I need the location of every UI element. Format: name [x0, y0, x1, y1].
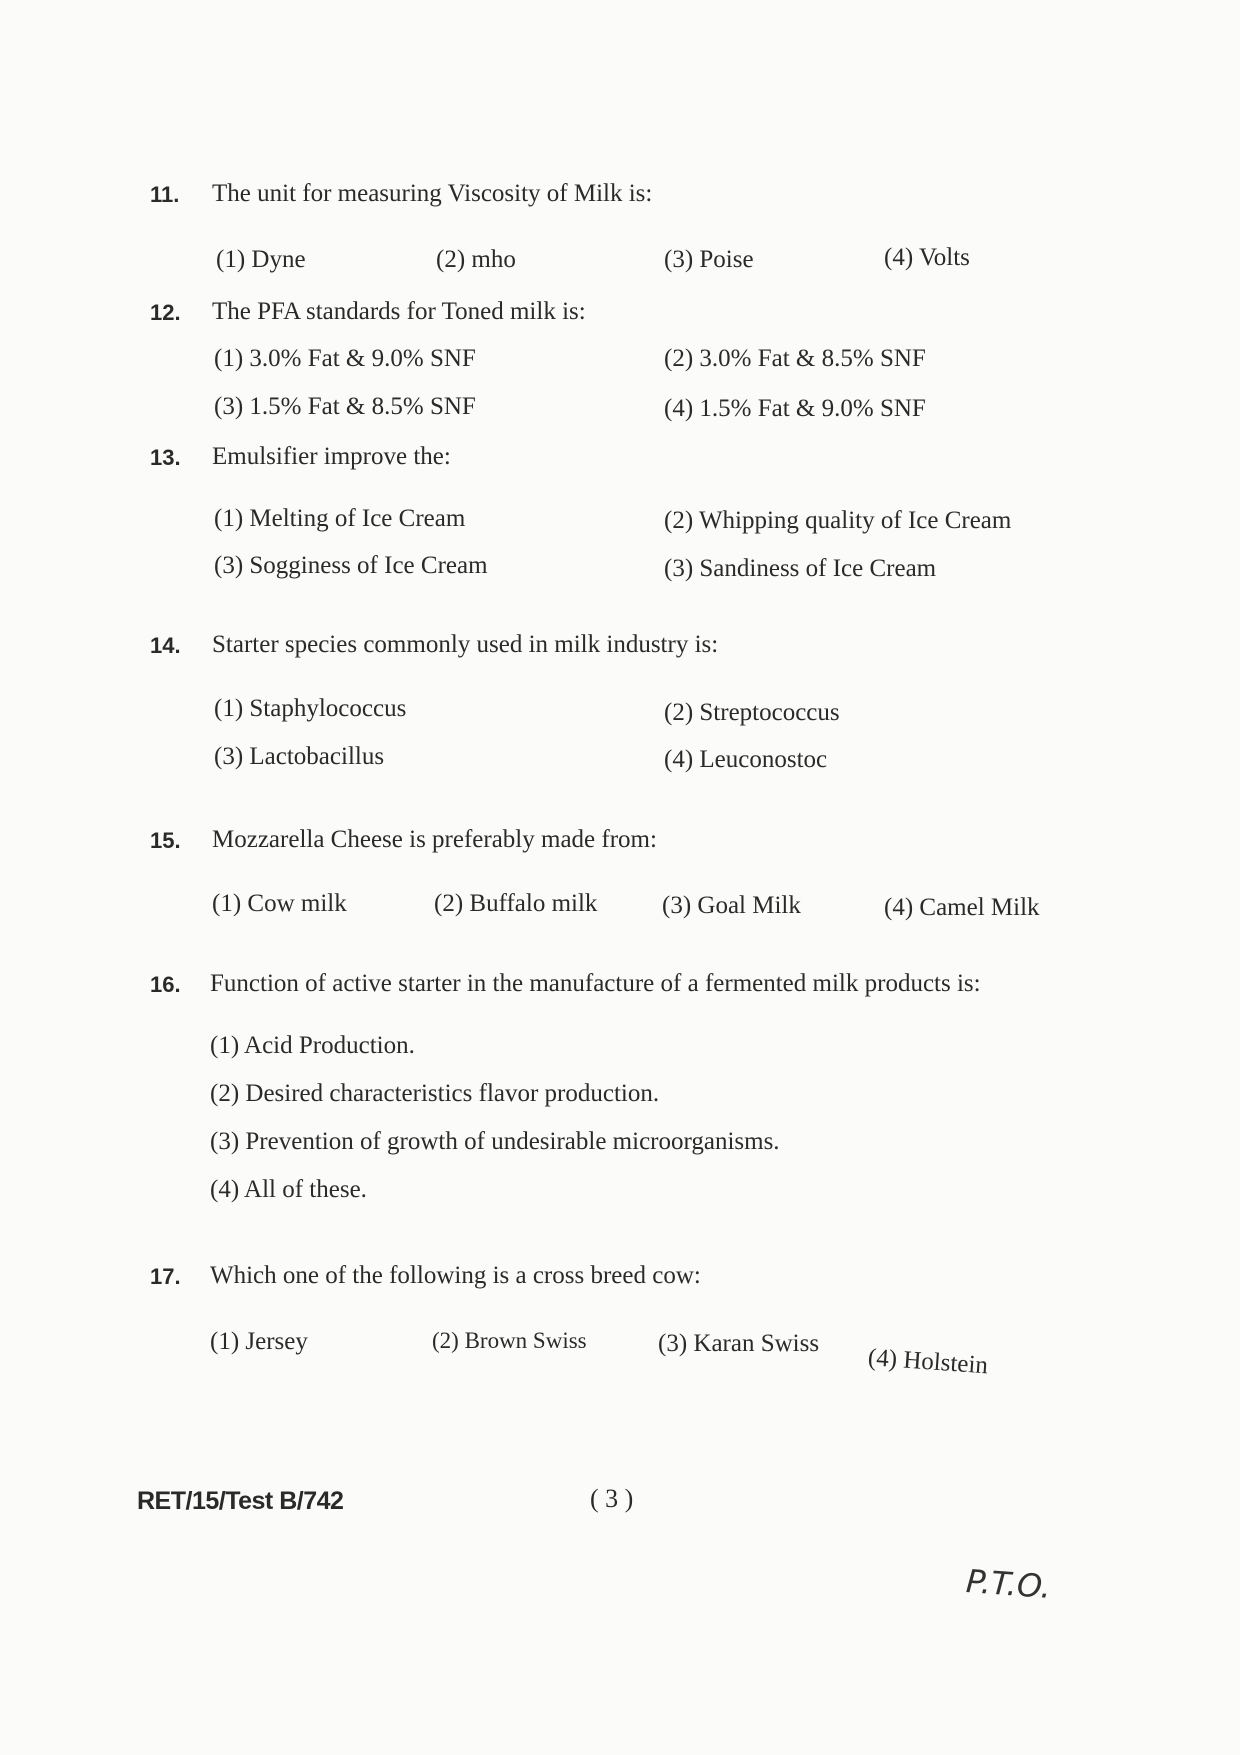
option-3: (3) Goal Milk: [662, 892, 801, 919]
option-4: (4) Holstein: [867, 1344, 989, 1380]
option-2: (2) mho: [436, 246, 516, 273]
question-number: 11.: [150, 182, 180, 207]
option-2: (2) Whipping quality of Ice Cream: [664, 507, 1012, 534]
option-4: (4) Camel Milk: [884, 894, 1040, 921]
option-1: (1) Staphylococcus: [214, 695, 407, 722]
option-4: (4) All of these.: [210, 1176, 367, 1203]
question-text: Mozzarella Cheese is preferably made from:: [212, 826, 657, 853]
option-3: (3) Sogginess of Ice Cream: [214, 552, 488, 579]
question-text: Starter species commonly used in milk industry is:: [212, 631, 719, 658]
option-2: (2) Streptococcus: [664, 699, 840, 726]
option-3: (3) 1.5% Fat & 8.5% SNF: [214, 393, 476, 420]
option-4: (4) Leuconostoc: [664, 746, 828, 773]
option-4: (4) Volts: [884, 244, 970, 271]
page-number: ( 3 ): [590, 1484, 634, 1513]
question-text: Function of active starter in the manufacture of a fermented milk products is:: [210, 970, 981, 997]
option-4: (3) Sandiness of Ice Cream: [664, 555, 937, 582]
option-1: (1) Cow milk: [212, 890, 347, 917]
question-number: 13.: [150, 445, 181, 470]
option-1: (1) 3.0% Fat & 9.0% SNF: [214, 345, 476, 372]
option-4: (4) 1.5% Fat & 9.0% SNF: [664, 395, 926, 422]
question-text: The PFA standards for Toned milk is:: [212, 298, 586, 325]
option-3: (3) Poise: [664, 246, 754, 273]
question-number: 17.: [150, 1264, 181, 1289]
option-2: (2) 3.0% Fat & 8.5% SNF: [664, 345, 926, 372]
option-1: (1) Jersey: [210, 1328, 308, 1355]
question-number: 12.: [150, 300, 181, 325]
option-3: (3) Karan Swiss: [658, 1330, 820, 1357]
please-turn-over: P.T.O.: [964, 1562, 1053, 1606]
question-text: The unit for measuring Viscosity of Milk is:: [212, 180, 653, 207]
question-text: Emulsifier improve the:: [212, 443, 451, 470]
test-code: RET/15/Test B/742: [137, 1487, 344, 1515]
question-number: 15.: [150, 828, 181, 853]
option-1: (1) Melting of Ice Cream: [214, 505, 466, 532]
option-2: (2) Buffalo milk: [434, 890, 598, 917]
question-text: Which one of the following is a cross breed cow:: [210, 1262, 701, 1289]
question-number: 14.: [150, 633, 181, 658]
option-2: (2) Brown Swiss: [432, 1328, 587, 1353]
option-3: (3) Prevention of growth of undesirable microorganisms.: [210, 1128, 780, 1155]
option-1: (1) Acid Production.: [210, 1032, 415, 1059]
question-number: 16.: [150, 972, 181, 997]
option-2: (2) Desired characteristics flavor production.: [210, 1080, 660, 1107]
option-1: (1) Dyne: [216, 246, 306, 273]
option-3: (3) Lactobacillus: [214, 743, 385, 770]
